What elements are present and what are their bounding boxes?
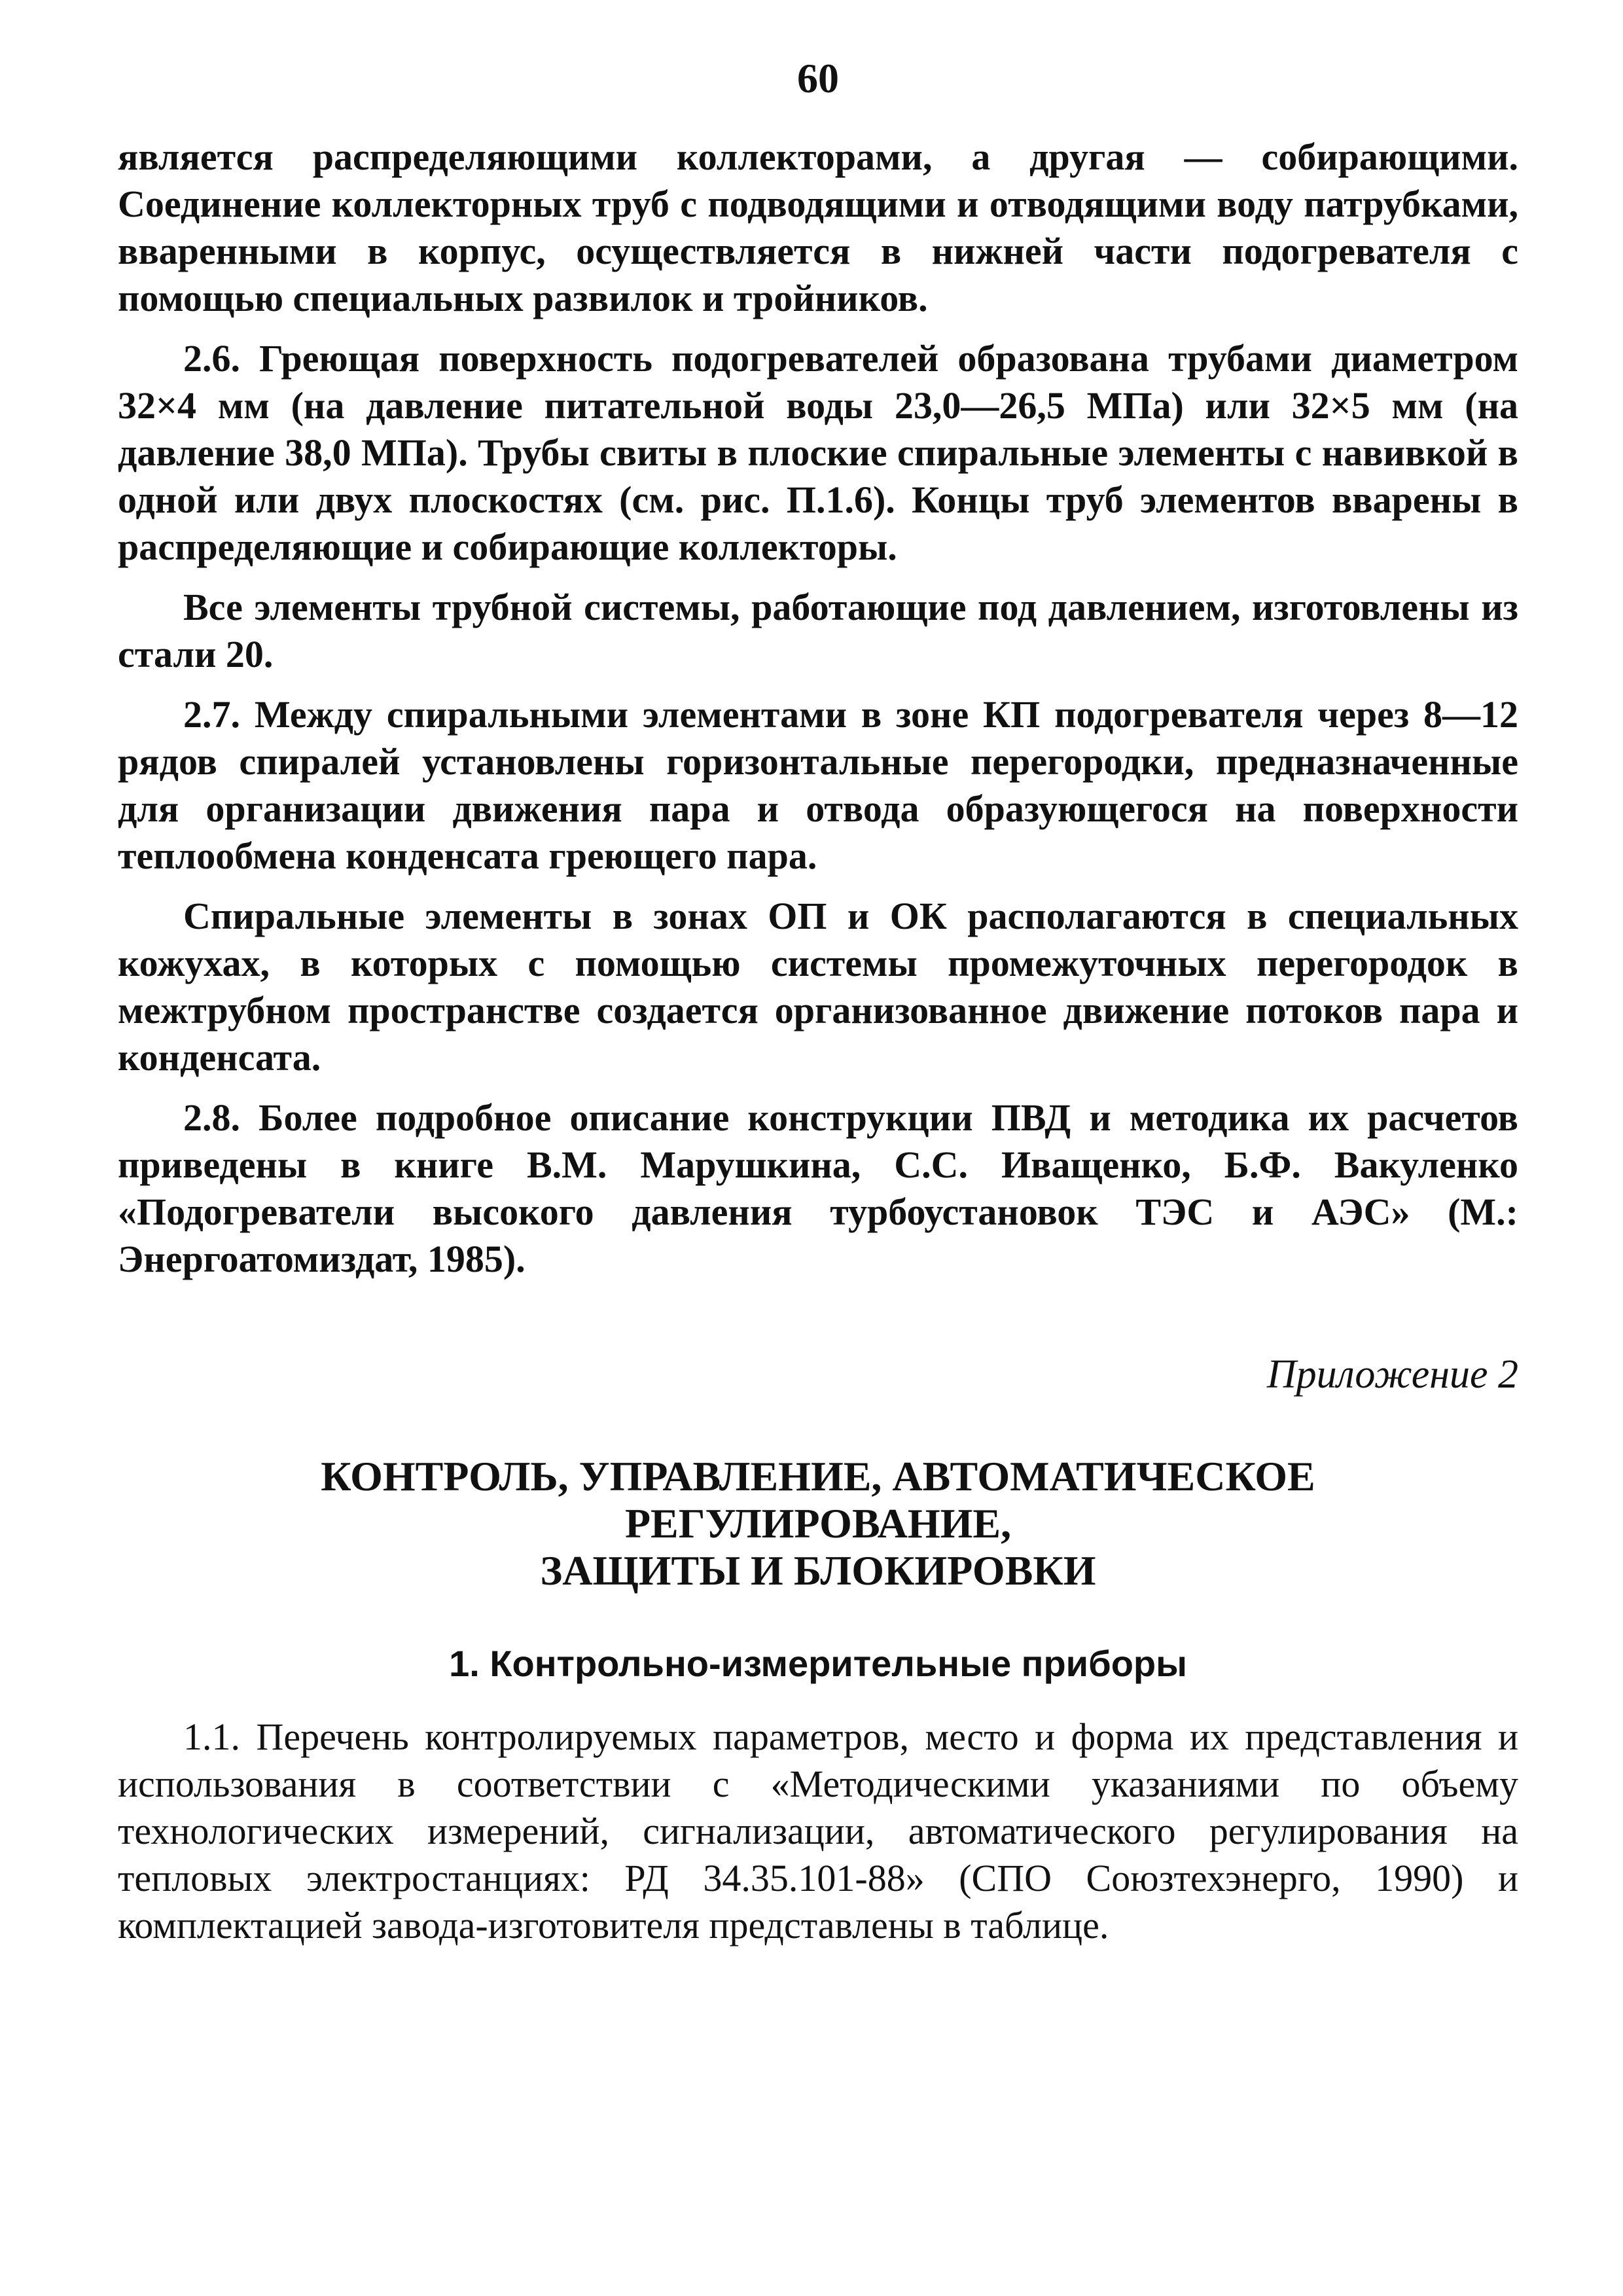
paragraph-spiral-elements: Спиральные элементы в зонах ОП и ОК располагаются в специальных кожухах, в которых с помощью системы промежуточных перегородок в межтрубном пространстве создается организованное движение потоков пара и конденсата. bbox=[118, 895, 1518, 1079]
section-title-line-1: КОНТРОЛЬ, УПРАВЛЕНИЕ, АВТОМАТИЧЕСКОЕ bbox=[321, 1453, 1315, 1499]
paragraph-2-7: 2.7. Между спиральными элементами в зоне КП подогревателя через 8—12 рядов спиралей установлены горизонтальные перегородки, предназначенные для организации движения пара и отвода образующегося на поверхности теплообмена конденсата греющего пара. bbox=[118, 693, 1518, 877]
paragraph-1-1: 1.1. Перечень контролируемых параметров, место и форма их представления и использования в соответствии с «Методическими указаниями по объему технологических измерений, сигнализации, автоматического регулирования на тепловых электростанциях: РД 34.35.101-88» (СПО Союзтехэнерго, 1990) и комплектацией завода-изготовителя представлены в таблице. bbox=[118, 1715, 1518, 1946]
paragraph-steel: Все элементы трубной системы, работающие под давлением, изготовлены из стали 20. bbox=[118, 586, 1518, 675]
appendix-label: Приложение 2 bbox=[1266, 1352, 1518, 1397]
section-title-line-3: ЗАЩИТЫ И БЛОКИРОВКИ bbox=[540, 1547, 1096, 1594]
document-page bbox=[118, 52, 1518, 1962]
paragraph-2-6: 2.6. Греющая поверхность подогревателей образована трубами диаметром 32×4 мм (на давление питательной воды 23,0—26,5 МПа) или 32×5 мм (на давление 38,0 МПа). Трубы свиты в плоские спиральные элементы с навивкой в одной или двух плоскостях (см. рис. П.1.6). Концы труб элементов вварены в распределяющие и собирающие коллекторы. bbox=[118, 337, 1518, 568]
paragraph-collectors: является распределяющими коллекторами, а другая — собирающими. Соединение коллекторных труб с подводящими и отводящими воду патрубками, вваренными в корпус, осуществляется в нижней части подогревателя с помощью специальных развилок и тройников. bbox=[118, 135, 1518, 319]
subsection-title: 1. Контрольно-измерительные приборы bbox=[449, 1643, 1187, 1684]
section-title bbox=[118, 1453, 1518, 1594]
section-title-line-2: РЕГУЛИРОВАНИЕ, bbox=[624, 1500, 1012, 1547]
paragraph-2-8: 2.8. Более подробное описание конструкции ПВД и методика их расчетов приведены в книге В.М. Марушкина, С.С. Иващенко, Б.Ф. Вакуленко «Подогреватели высокого давления турбоустановок ТЭС и АЭС» (М.: Энергоатомиздат, 1985). bbox=[118, 1096, 1518, 1280]
page-number: 60 bbox=[797, 55, 839, 101]
